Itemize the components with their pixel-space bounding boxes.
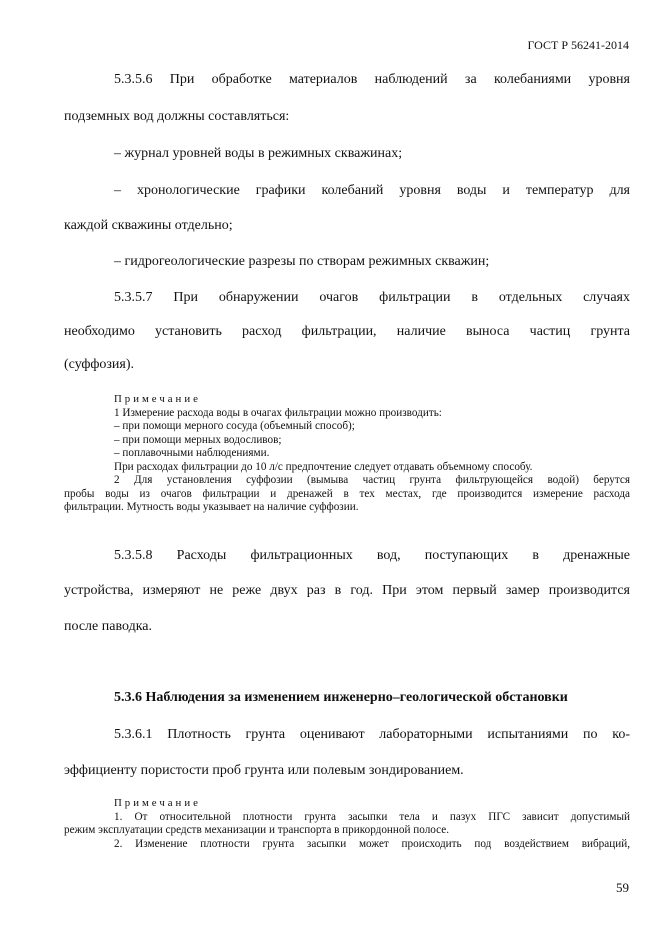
list-item-sections: – гидрогеологические разрезы по створам режимных скважин; bbox=[114, 254, 490, 269]
para-5361-line2: эффициенту пористости проб грунта или полевым зондированием. bbox=[64, 763, 464, 778]
para-5357-line1: 5.3.5.7 При обнаружении очагов фильтрации в отдельных случаях bbox=[114, 290, 630, 305]
page-number: 59 bbox=[616, 880, 629, 895]
para-5357-line3: (суффозия). bbox=[64, 357, 135, 372]
para-5358-line2: устройства, измеряют не реже двух раз в год. При этом первый замер производится bbox=[64, 583, 630, 598]
note-title: Примечание bbox=[114, 393, 201, 405]
para-5358-line3: после паводка. bbox=[64, 619, 152, 634]
para-5358-line1: 5.3.5.8 Расходы фильтрационных вод, поступающих в дренажные bbox=[114, 548, 630, 563]
note-line: 2 Для установления суффозии (вымыва частиц грунта фильтрующейся водой) берутся bbox=[114, 474, 630, 486]
para-5356-line1: 5.3.5.6 При обработке материалов наблюдений за колебаниями уровня bbox=[114, 72, 630, 87]
note-line: – при помощи мерного сосуда (объемный способ); bbox=[114, 420, 355, 432]
note-line: режим эксплуатации средств механизации и транспорта в прикордонной полосе. bbox=[64, 824, 450, 836]
note-line: 1. От относительной плотности грунта засыпки тела и пазух ПГС зависит допустимый bbox=[114, 810, 630, 823]
note-block-2 bbox=[64, 797, 630, 851]
note-line: 1 Измерение расхода воды в очагах фильтрации можно производить: bbox=[114, 406, 442, 419]
para-5361-line1: 5.3.6.1 Плотность грунта оценивают лабораторными испытаниями по ко- bbox=[114, 727, 630, 742]
list-item-graphs-line2: каждой скважины отдельно; bbox=[64, 218, 233, 233]
section-heading-536: 5.3.6 Наблюдения за изменением инженерно–геологической обстановки bbox=[114, 690, 568, 705]
note-block-1 bbox=[64, 393, 630, 515]
standard-header: ГОСТ Р 56241-2014 bbox=[527, 38, 629, 52]
list-item-journal: – журнал уровней воды в режимных скважинах; bbox=[114, 146, 403, 161]
note-line: – поплавочными наблюдениями. bbox=[114, 447, 270, 459]
note-line: фильтрации. Мутность воды указывает на наличие суффозии. bbox=[64, 501, 359, 513]
para-5357-line2: необходимо установить расход фильтрации, наличие выноса частиц грунта bbox=[64, 324, 630, 339]
note-line: – при помощи мерных водосливов; bbox=[114, 433, 282, 446]
para-5356-line2: подземных вод должны составляться: bbox=[64, 109, 290, 124]
note-line: 2. Изменение плотности грунта засыпки может происходить под воздействием вибраций, bbox=[114, 837, 630, 850]
note-line: пробы воды из очагов фильтрации и дренажей в тех местах, где производится измерение расхода bbox=[64, 487, 630, 500]
note-title: Примечание bbox=[114, 797, 201, 809]
list-item-graphs-line1: – хронологические графики колебаний уровня воды и температур для bbox=[114, 183, 630, 198]
note-line: При расходах фильтрации до 10 л/с предпочтение следует отдавать объемному способу. bbox=[114, 460, 533, 473]
